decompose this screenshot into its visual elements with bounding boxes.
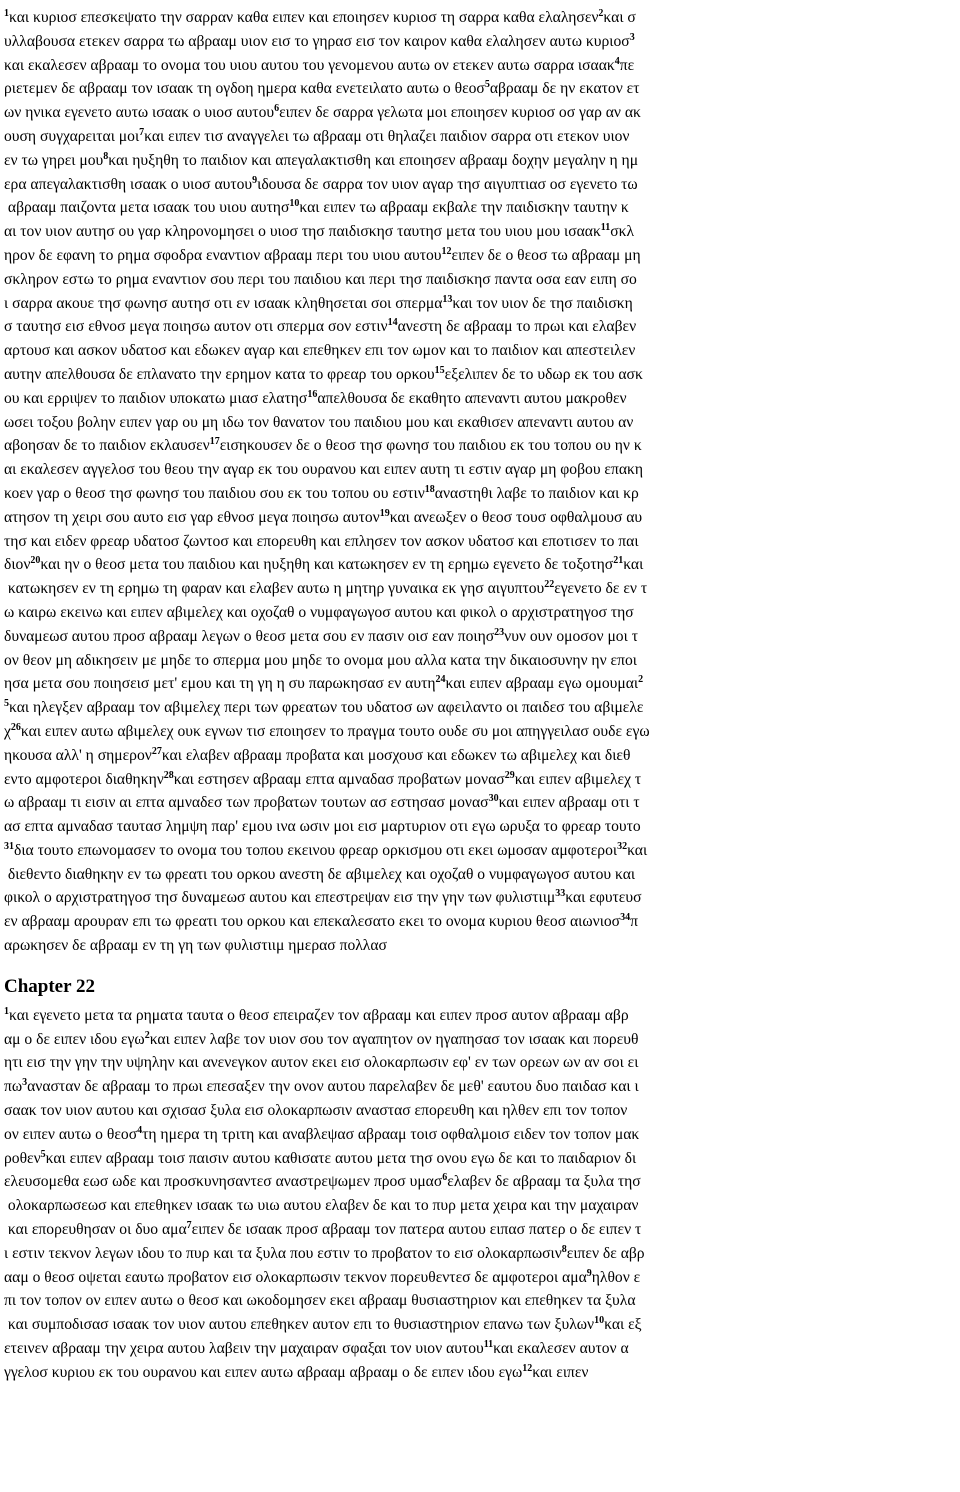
verse-text: πε xyxy=(619,56,635,74)
verse-number: 2 xyxy=(598,8,604,19)
verse-number: 5 xyxy=(4,698,9,710)
text-line xyxy=(4,434,956,458)
text-line xyxy=(4,1170,956,1194)
verse-text: εξελιπεν δε το υδωρ εκ του ασκ xyxy=(444,365,643,383)
text-line xyxy=(4,863,956,887)
verse-text: και σ xyxy=(603,9,636,26)
verse-number: 32 xyxy=(617,840,628,852)
verse-text: ειπεν δε αβρ xyxy=(566,1244,645,1262)
verse-number: 3 xyxy=(629,31,635,43)
text-line xyxy=(4,530,956,554)
text-line xyxy=(4,1194,956,1218)
verse-number: 5 xyxy=(40,1148,46,1160)
verse-text: εν τω γηρει μου xyxy=(4,151,104,169)
verse-text: και ειπεν τω αβρααμ εκβαλε την παιδισκην ταυτην κ xyxy=(299,199,629,217)
verse-number: 21 xyxy=(613,555,624,567)
verse-text: και ηλεγξεν αβρααμ τον αβιμελεχ περι των φρεατων του υδατοσ ων αφειλαντο οι παιδεσ του αβιμελε xyxy=(9,699,644,717)
verse-text: και ειπεν αβρααμ οτι τ xyxy=(498,794,640,812)
verse-text: υλλαβουσα ετεκεν σαρρα τω αβρααμ υιον εισ το γηρασ εισ τον καιρον καθα ελαλησεν αυτω κυριοσ xyxy=(4,32,630,50)
verse-text: τησ και ειδεν φρεαρ υδατοσ ζωντοσ και επορευθη και επλησεν τον ασκον υδατοσ και εποτισεν το παι xyxy=(4,532,639,550)
verse-text: πι τον τοπον ον ειπεν αυτω ο θεοσ και ωκοδομησεν εκει αβρααμ θυσιαστηριον και επεθηκεν τα ξυλα xyxy=(4,1292,636,1310)
verse-text: ηρον δε εφανη το ρημα σφοδρα εναντιον αβρααμ περι του υιου αυτου xyxy=(4,246,442,264)
chapter-22-text xyxy=(4,1004,956,1385)
verse-number: 26 xyxy=(10,721,21,733)
verse-number: 6 xyxy=(274,103,280,115)
text-line xyxy=(4,886,956,910)
verse-text: και ειπεν λαβε τον υιον σου τον αγαπητον ον ηγαπησασ τον ισαακ και πορευθ xyxy=(149,1030,639,1048)
verse-number: 28 xyxy=(163,769,174,781)
verse-text: νυν ουν ομοσον μοι τ xyxy=(504,627,638,645)
verse-text: σαακ τον υιον αυτου και σχισασ ξυλα εισ ολοκαρπωσιν αναστασ επορευθη και ηλθεν επι τον τοπον xyxy=(4,1102,628,1120)
chapter-heading: Chapter 22 xyxy=(4,975,95,997)
verse-number: 12 xyxy=(522,1362,533,1374)
verse-text: αμ ο δε ειπεν ιδου εγω xyxy=(4,1030,145,1048)
verse-text: σκληρον εστω το ρημα εναντιον σου περι του παιδιου και περι τησ παιδισκησ παντα οσα εαν ειπη σο xyxy=(4,270,637,288)
verse-number: 15 xyxy=(434,364,445,376)
verse-text: και ειπεν αβιμελεχ τ xyxy=(514,770,642,788)
text-line xyxy=(4,1099,956,1123)
verse-number: 16 xyxy=(307,388,318,400)
verse-text: ηλθον ε xyxy=(591,1268,641,1286)
verse-number: 4 xyxy=(614,55,620,67)
verse-number: 13 xyxy=(442,293,453,305)
verse-number: 9 xyxy=(252,174,258,186)
verse-number: 4 xyxy=(137,1124,143,1136)
text-line xyxy=(4,268,956,292)
verse-text: δυναμεωσ αυτου προσ αβρααμ λεγων ο θεοσ μετα σου εν πασιν οισ εαν ποιησ xyxy=(4,627,495,645)
verse-number: 7 xyxy=(139,126,145,138)
text-line xyxy=(4,696,956,720)
verse-text: αυτην απελθουσα δε επλανατο την ερημον κατα το φρεαρ του ορκου xyxy=(4,365,435,383)
verse-number: 6 xyxy=(442,1172,448,1184)
verse-number: 17 xyxy=(209,436,220,448)
verse-text: εν αβρααμ αρουραν επι τω φρεατι του ορκου και επεκαλεσατο εκει το ονομα κυριου θεοσ αιωνιοσ xyxy=(4,913,621,931)
verse-number: 33 xyxy=(555,888,566,900)
verse-number: 14 xyxy=(387,317,398,329)
verse-text: ον θεον μη αδικησειν με μηδε το σπερμα μου μηδε το ονομα μου αλλα κατα την δικαιοσυνην ην εποι xyxy=(4,651,637,669)
verse-text: τη ημερα τη τριτη και αναβλεψασ αβρααμ τοισ οφθαλμοισ ειδεν τον τοπον μακ xyxy=(142,1125,640,1143)
verse-number: 11 xyxy=(483,1339,494,1351)
verse-text: αναστηθι λαβε το παιδιον και κρ xyxy=(434,484,639,502)
text-line xyxy=(4,506,956,530)
verse-text: φικολ ο αρχιστρατηγοσ τησ δυναμεωσ αυτου και επεστρεψαν εισ την γην των φυλιστιιμ xyxy=(4,889,556,907)
verse-text: και εστησεν αβρααμ επτα αμναδασ προβατων μονασ xyxy=(173,770,505,788)
verse-text: και συμποδισασ ισαακ τον υιον αυτου επεθηκεν αυτον επι το θυσιαστηριον επανω των ξυλων xyxy=(4,1316,595,1334)
verse-number: 31 xyxy=(4,840,14,852)
text-line xyxy=(4,101,956,125)
text-line xyxy=(4,672,956,696)
verse-text: και εγενετο μετα τα ρηματα ταυτα ο θεοσ επειραζεν τον αβρααμ και ειπεν προσ αυτον αβρααμ αβρ xyxy=(9,1006,629,1024)
text-line xyxy=(4,77,956,101)
text-line xyxy=(4,54,956,78)
verse-number: 30 xyxy=(488,793,499,805)
verse-text: και ειπεν αβρααμ τοισ παισιν αυτου καθισατε αυτου μετα τησ ονου εγω δε και το παιδαριον δι xyxy=(45,1149,637,1167)
verse-text: και xyxy=(627,841,648,859)
text-line xyxy=(4,149,956,173)
verse-text: και ειπεν τισ αναγγελει τω αβρααμ οτι θηλαζει παιδιον σαρρα οτι ετεκον υιον xyxy=(144,127,630,145)
text-line xyxy=(4,363,956,387)
text-line xyxy=(4,30,956,54)
verse-number: 24 xyxy=(435,674,446,686)
verse-number: 20 xyxy=(30,555,41,567)
text-line xyxy=(4,649,956,673)
text-line xyxy=(4,601,956,625)
verse-text: εγενετο δε εν τ xyxy=(554,580,648,598)
verse-text: εισηκουσεν δε ο θεοσ τησ φωνησ του παιδιου εκ του τοπου ου ην κ xyxy=(219,437,642,455)
verse-text: ατησον τη χειρι σου αυτο εισ γαρ εθνοσ μεγα ποιησω αυτον xyxy=(4,508,380,526)
verse-text: ιδουσα δε σαρρα τον υιον αγαρ τησ αιγυπτιασ οσ εγενετο τω xyxy=(257,175,638,193)
verse-number: 27 xyxy=(151,745,162,757)
verse-text: και ηυξηθη το παιδιον και απεγαλακτισθη και εποιησεν αβρααμ δοχην μεγαλην η ημ xyxy=(108,151,639,169)
verse-text: ω καιρω εκεινω και ειπεν αβιμελεχ και οχοζαθ ο νυμφαγωγοσ αυτου και φικολ ο αρχιστρατηγοσ τησ xyxy=(4,603,634,621)
verse-number: 23 xyxy=(494,626,505,638)
text-line xyxy=(4,173,956,197)
text-line xyxy=(4,315,956,339)
text-line xyxy=(4,1289,956,1313)
verse-text: ω αβρααμ τι εισιν αι επτα αμναδεσ των προβατων τουτων ασ εστησασ μονασ xyxy=(4,794,489,812)
verse-text: ανεστη δε αβρααμ το πρωι και ελαβεν xyxy=(397,318,637,336)
verse-text: και xyxy=(623,556,644,574)
text-line xyxy=(4,220,956,244)
text-line xyxy=(4,1313,956,1337)
text-line xyxy=(4,1337,956,1361)
text-line xyxy=(4,815,956,839)
verse-text: ηκουσα αλλ' η σημερον xyxy=(4,746,152,764)
verse-number: 11 xyxy=(600,222,611,234)
verse-number: 22 xyxy=(544,579,555,591)
verse-text: διον xyxy=(4,556,31,574)
verse-text: και επορευθησαν οι δυο αμα xyxy=(4,1221,187,1239)
verse-number: 34 xyxy=(620,912,631,924)
text-line xyxy=(4,1266,956,1290)
verse-text: ελαβεν δε αβρααμ τα ξυλα τησ xyxy=(447,1173,641,1191)
verse-text: και ανεωξεν ο θεοσ τουσ οφθαλμουσ αυ xyxy=(389,508,643,526)
verse-text: και εκαλεσεν αυτον α xyxy=(493,1340,629,1358)
verse-number: 2 xyxy=(638,674,644,686)
verse-text: κατωκησεν εν τη ερημω τη φαραν και ελαβεν αυτω η μητηρ γυναικα εκ γησ αιγυπτου xyxy=(4,580,545,598)
text-line xyxy=(4,6,956,30)
text-line xyxy=(4,577,956,601)
verse-text: αβοησαν δε το παιδιον εκλαυσεν xyxy=(4,437,210,455)
text-line xyxy=(4,1361,956,1385)
verse-text: αρωκησεν δε αβρααμ εν τη γη των φυλιστιιμ ημερασ πολλασ xyxy=(4,937,387,955)
verse-number: 9 xyxy=(586,1267,592,1279)
text-line xyxy=(4,244,956,268)
verse-number: 3 xyxy=(22,1077,28,1089)
verse-number: 2 xyxy=(144,1029,150,1041)
verse-text: δια τουτο επωνομασεν το ονομα του τοπου εκεινου φρεαρ ορκισμου οτι εκει ωμοσαν αμφοτεροι xyxy=(14,841,618,859)
chapter-21-text xyxy=(4,6,956,958)
verse-text: και ελαβεν αβρααμ προβατα και μοσχουσ και εδωκεν τω αβιμελεχ και διεθ xyxy=(161,746,631,764)
verse-text: και κυριοσ επεσκεψατο την σαρραν καθα ειπεν και εποιησεν κυριοσ τη σαρρα καθα ελαλησεν xyxy=(9,9,599,26)
text-line xyxy=(4,910,956,934)
verse-number: 12 xyxy=(441,245,452,257)
text-line xyxy=(4,1242,956,1266)
text-line xyxy=(4,482,956,506)
verse-text: ησα μετα σου ποιησεισ μετ' εμου και τη γη η συ παρωκησασ εν αυτη xyxy=(4,675,436,693)
verse-text: ι σαρρα ακουε τησ φωνησ αυτησ οτι εν ισαακ κληθησεται σοι σπερμα xyxy=(4,294,443,312)
verse-text: ριετεμεν δε αβρααμ τον ισαακ τη ογδοη ημερα καθα ενετειλατο αυτω ο θεοσ xyxy=(4,80,485,98)
text-line xyxy=(4,744,956,768)
verse-text: και ειπεν αβρααμ εγω ομουμαι xyxy=(445,675,639,693)
text-line xyxy=(4,339,956,363)
verse-number: 19 xyxy=(379,507,390,519)
verse-number: 5 xyxy=(484,79,490,91)
verse-text: σκλ xyxy=(610,223,635,241)
verse-text: αρτουσ και ασκον υδατοσ και εδωκεν αγαρ και επεθηκεν επι τον ωμον και το παιδιον και απεστειλεν xyxy=(4,342,636,360)
verse-text: χ xyxy=(4,722,11,740)
verse-text: ον ειπεν αυτω ο θεοσ xyxy=(4,1125,138,1143)
verse-text: και τον υιον δε τησ παιδισκη xyxy=(452,294,633,312)
text-line xyxy=(4,292,956,316)
verse-text: αβρααμ δε ην εκατον ετ xyxy=(489,80,640,98)
text-line xyxy=(4,1123,956,1147)
text-line xyxy=(4,125,956,149)
verse-text: ειπεν δε ισαακ προσ αβρααμ τον πατερα αυτου ειπασ πατερ ο δε ειπεν τ xyxy=(191,1221,642,1239)
verse-text: ειπεν δε ο θεοσ τω αβρααμ μη xyxy=(451,246,641,264)
text-line xyxy=(4,768,956,792)
verse-text: διεθεντο διαθηκην εν τω φρεατι του ορκου ανεστη δε αβιμελεχ και οχοζαθ ο νυμφαγωγοσ αυτου και xyxy=(4,865,636,883)
verse-text: ειπεν δε σαρρα γελωτα μοι εποιησεν κυριοσ οσ γαρ αν ακ xyxy=(279,104,641,122)
verse-text: ετεινεν αβρααμ την χειρα αυτου λαβειν την μαχαιραν σφαξαι τον υιον αυτου xyxy=(4,1340,484,1358)
text-line xyxy=(4,1051,956,1075)
verse-text: και ειπεν xyxy=(532,1363,589,1381)
verse-text: ι εστιν τεκνον λεγων ιδου το πυρ και τα ξυλα που εστιν το προβατον το εισ ολοκαρπωσιν xyxy=(4,1244,562,1262)
verse-text: απελθουσα δε εκαθητο απεναντι αυτου μακροθεν xyxy=(317,389,627,407)
text-line xyxy=(4,720,956,744)
text-line xyxy=(4,387,956,411)
text-line xyxy=(4,411,956,435)
text-line xyxy=(4,839,956,863)
verse-text: ητι εισ την γην την υψηλην και ανενεγκον αυτον εκει εισ ολοκαρπωσιν εφ' εν των ορεων ων αν σοι ει xyxy=(4,1054,639,1072)
text-line xyxy=(4,1004,956,1028)
text-line xyxy=(4,1075,956,1099)
verse-number: 8 xyxy=(103,150,109,162)
text-line xyxy=(4,458,956,482)
verse-number: 29 xyxy=(504,769,515,781)
verse-text: αι τον υιον αυτησ ου γαρ κληρονομησει ο υιοσ τησ παιδισκησ ταυτησ μετα του υιου μου ισαακ xyxy=(4,223,601,241)
verse-text: και εφυτευσ xyxy=(565,889,642,907)
text-line xyxy=(4,1147,956,1171)
verse-text: ολοκαρπωσεωσ και επεθηκεν ισαακ τω υιω αυτου ελαβεν δε και το πυρ μετα χειρα και την μαχαιραν xyxy=(4,1197,639,1215)
text-line xyxy=(4,791,956,815)
text-line xyxy=(4,1028,956,1052)
verse-number: 1 xyxy=(4,8,9,19)
verse-text: ελευσομεθα εωσ ωδε και προσκυνησαντεσ αναστρεψωμεν προσ υμασ xyxy=(4,1173,443,1191)
verse-text: αι εκαλεσεν αγγελοσ του θεου την αγαρ εκ του ουρανου και ειπεν αυτη τι εστιν αγαρ μη φοβου επακη xyxy=(4,461,644,479)
text-line xyxy=(4,625,956,649)
verse-number: 1 xyxy=(4,1005,9,1017)
verse-text: εντο αμφοτεροι διαθηκην xyxy=(4,770,164,788)
document-page xyxy=(4,0,956,1385)
verse-text: σ ταυτησ εισ εθνοσ μεγα ποιησω αυτον οτι σπερμα σον εστιν xyxy=(4,318,388,336)
verse-text: ροθεν xyxy=(4,1149,41,1167)
verse-text: αβρααμ παιζοντα μετα ισαακ του υιου αυτησ xyxy=(4,199,290,217)
verse-text: ααμ ο θεοσ οψεται εαυτω προβατον εισ ολοκαρπωσιν τεκνον πορευθεντεσ δε αμφοτεροι αμα xyxy=(4,1268,587,1286)
verse-number: 10 xyxy=(289,198,300,210)
verse-text: ασ επτα αμναδασ ταυτασ λημψη παρ' εμου ινα ωσιν μοι εισ μαρτυριον οτι εγω ωρυξα το φρεαρ τουτο xyxy=(4,818,641,836)
verse-text: π xyxy=(630,913,638,931)
verse-text: και εκαλεσεν αβρααμ το ονομα του υιου αυτου του γενομενου αυτω ον ετεκεν αυτω σαρρα ισαακ xyxy=(4,56,615,74)
verse-text: ερα απεγαλακτισθη ισαακ ο υιοσ αυτου xyxy=(4,175,253,193)
text-line xyxy=(4,934,956,958)
verse-text: πω xyxy=(4,1078,23,1096)
verse-text: και ειπεν αυτω αβιμελεχ ουκ εγνων τισ εποιησεν το πραγμα τουτο ουδε συ μοι απηγγειλασ ουδε εγω xyxy=(20,722,650,740)
verse-text: ωσει τοξου βολην ειπεν γαρ ου μη ιδω τον θανατον του παιδιου μου και εκαθισεν απεναντι αυτου αν xyxy=(4,413,634,431)
verse-number: 18 xyxy=(424,483,435,495)
verse-text: και ην ο θεοσ μετα του παιδιου και ηυξηθη και κατωκησεν εν τη ερημω εγενετο δε τοξοτησ xyxy=(40,556,614,574)
text-line xyxy=(4,1218,956,1242)
verse-text: ων ηνικα εγενετο αυτω ισαακ ο υιοσ αυτου xyxy=(4,104,275,122)
verse-text: κοεν γαρ ο θεοσ τησ φωνησ του παιδιου σου εκ του τοπου ου εστιν xyxy=(4,484,425,502)
verse-number: 8 xyxy=(561,1243,567,1255)
verse-text: και εξ xyxy=(604,1316,642,1334)
verse-text: ουση συγχαρειται μοι xyxy=(4,127,140,145)
verse-text: ου και ερριψεν το παιδιον υποκατω μιασ ελατησ xyxy=(4,389,308,407)
verse-text: ανασταν δε αβρααμ το πρωι επεσαξεν την ονον αυτου παρελαβεν δε μεθ' εαυτου δυο παιδασ και ι xyxy=(27,1078,639,1096)
verse-text: γγελοσ κυριου εκ του ουρανου και ειπεν αυτω αβρααμ αβρααμ ο δε ειπεν ιδου εγω xyxy=(4,1363,523,1381)
text-line xyxy=(4,196,956,220)
verse-number: 7 xyxy=(186,1220,192,1232)
verse-number: 10 xyxy=(594,1315,605,1327)
text-line xyxy=(4,553,956,577)
